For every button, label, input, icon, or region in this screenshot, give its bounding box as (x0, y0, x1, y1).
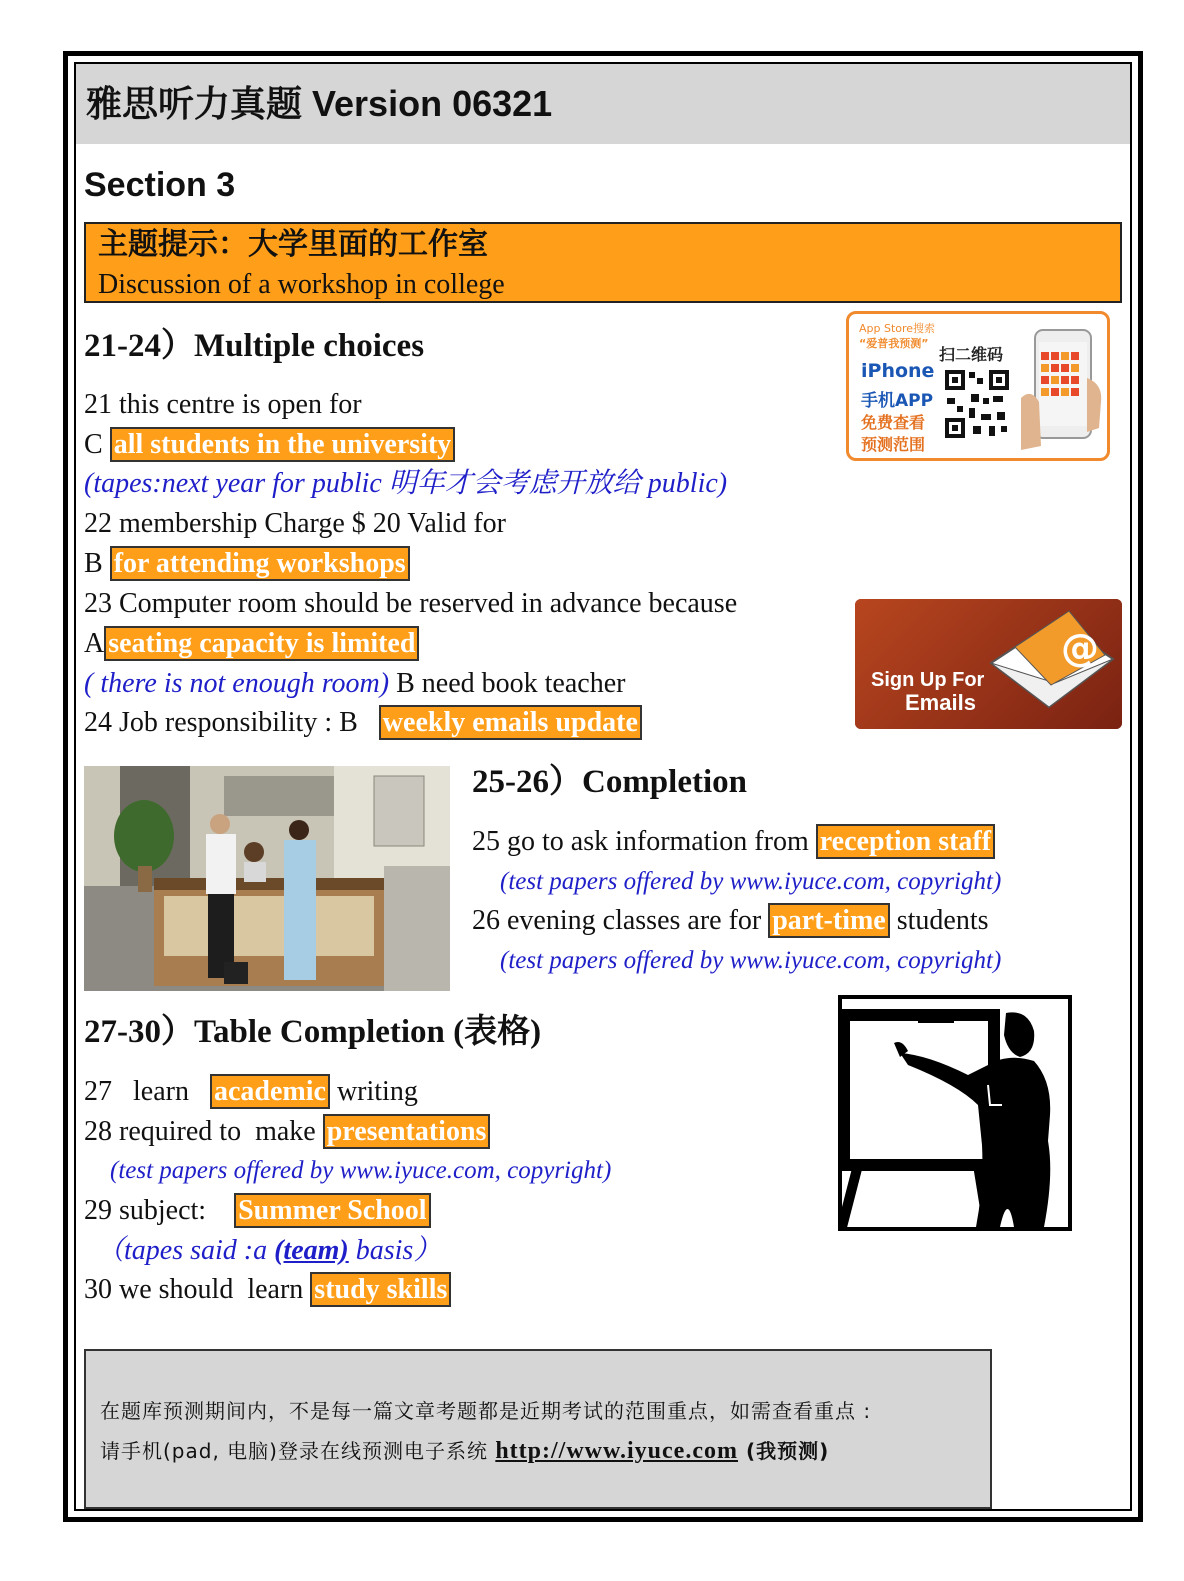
ad-app: 手机APP (861, 391, 934, 411)
copyright-note-1: (test papers offered by www.iyuce.com, copyright) (500, 868, 1002, 895)
q22-answer-line (84, 545, 410, 583)
q22-prefix: B (84, 548, 103, 579)
q24-answer: weekly emails update (379, 705, 642, 740)
qr-code-icon (943, 368, 1011, 440)
notice-line-2-pre: 请手机(pad, 电脑)登录在线预测电子系统 (100, 1439, 496, 1463)
q29-text: 29 subject: (84, 1195, 235, 1226)
q28-line (84, 1113, 490, 1151)
app-qr-ad[interactable] (846, 311, 1110, 461)
q29-note-post: basis） (348, 1235, 442, 1266)
q28-answer: presentations (323, 1114, 491, 1149)
q23-answer-line (84, 625, 419, 663)
notice-line-1: 在题库预测期间内，不是每一篇文章考题都是近期考试的范围重点，如需查看重点 : (100, 1399, 872, 1423)
q25-line (472, 823, 995, 861)
q23-answer: seating capacity is limited (104, 626, 419, 661)
page-title: 雅思听力真题 Version 06321 (86, 83, 553, 124)
q27-answer: academic (210, 1074, 330, 1109)
q26-answer: part-time (768, 903, 890, 938)
q21-answer-line (84, 426, 455, 464)
email-signup-ad[interactable] (855, 599, 1122, 729)
q27-line (84, 1073, 418, 1111)
table-heading: 27-30）Table Completion (表格) (84, 1014, 542, 1050)
q25-text: 25 go to ask information from (472, 826, 816, 857)
q30-answer: study skills (310, 1272, 451, 1307)
q21-note: (tapes:next year for public 明年才会考虑开放给 public) (84, 468, 728, 499)
q27-text: 27 learn (84, 1076, 210, 1107)
ad-scope: 预测范围 (861, 435, 926, 454)
section-title: Section 3 (84, 166, 236, 204)
ad-scan: 扫二维码 (939, 345, 1004, 364)
q23-note-line (84, 665, 625, 703)
q29-line (84, 1192, 431, 1230)
q27-after: writing (329, 1076, 418, 1107)
notice-line-2 (100, 1436, 829, 1466)
ad-free: 免费查看 (861, 413, 926, 432)
q25-answer: reception staff (816, 824, 995, 859)
q26-after: students (889, 905, 989, 936)
q26-text: 26 evening classes are for (472, 905, 769, 936)
teacher-whiteboard-illustration (838, 995, 1072, 1231)
q26-line (472, 902, 989, 940)
email-ad-line2: Emails (905, 690, 976, 715)
q23-note: ( there is not enough room) (84, 668, 390, 699)
reception-desk-photo (84, 766, 450, 991)
q21-answer: all students in the university (110, 427, 456, 462)
mc-heading: 21-24）Multiple choices (84, 328, 425, 364)
phone-in-hand-icon (1021, 328, 1105, 452)
q30-line (84, 1271, 451, 1309)
q22-text: 22 membership Charge $ 20 Valid for (84, 508, 507, 539)
svg-text:@: @ (1061, 626, 1099, 670)
copyright-note-3: (test papers offered by www.iyuce.com, copyright) (110, 1157, 612, 1184)
q29-note-team: (team) (274, 1235, 349, 1266)
q24-text: 24 Job responsibility : B (84, 707, 358, 738)
completion-heading: 25-26）Completion (472, 764, 747, 800)
q30-text: 30 we should learn (84, 1274, 311, 1305)
notice-line-2-post: (我预测) (737, 1439, 830, 1463)
copyright-note-2: (test papers offered by www.iyuce.com, copyright) (500, 947, 1002, 974)
topic-chinese: 主题提示：大学里面的工作室 (98, 227, 488, 262)
q28-text: 28 required to make (84, 1116, 323, 1147)
q23-text: 23 Computer room should be reserved in advance because (84, 588, 738, 619)
q23-prefix: A (84, 628, 105, 659)
envelope-at-icon (985, 603, 1117, 723)
q29-note (96, 1232, 441, 1270)
iyuce-link[interactable]: http://www.iyuce.com (495, 1438, 738, 1464)
q23-after: B need book teacher (389, 668, 626, 699)
q29-note-pre: （tapes said :a (96, 1235, 275, 1266)
q21-text: 21 this centre is open for (84, 389, 362, 420)
q21-prefix: C (84, 429, 103, 460)
q24-line (84, 704, 642, 742)
ad-app-name: “爱普我预测” (859, 337, 929, 350)
q29-answer: Summer School (234, 1193, 431, 1228)
q22-answer: for attending workshops (110, 546, 410, 581)
topic-english: Discussion of a workshop in college (98, 269, 505, 300)
email-ad-line1: Sign Up For (871, 669, 985, 691)
notice-box (84, 1349, 992, 1509)
ad-iphone: iPhone (861, 360, 935, 382)
ad-store-text: App Store搜索 (859, 322, 936, 335)
